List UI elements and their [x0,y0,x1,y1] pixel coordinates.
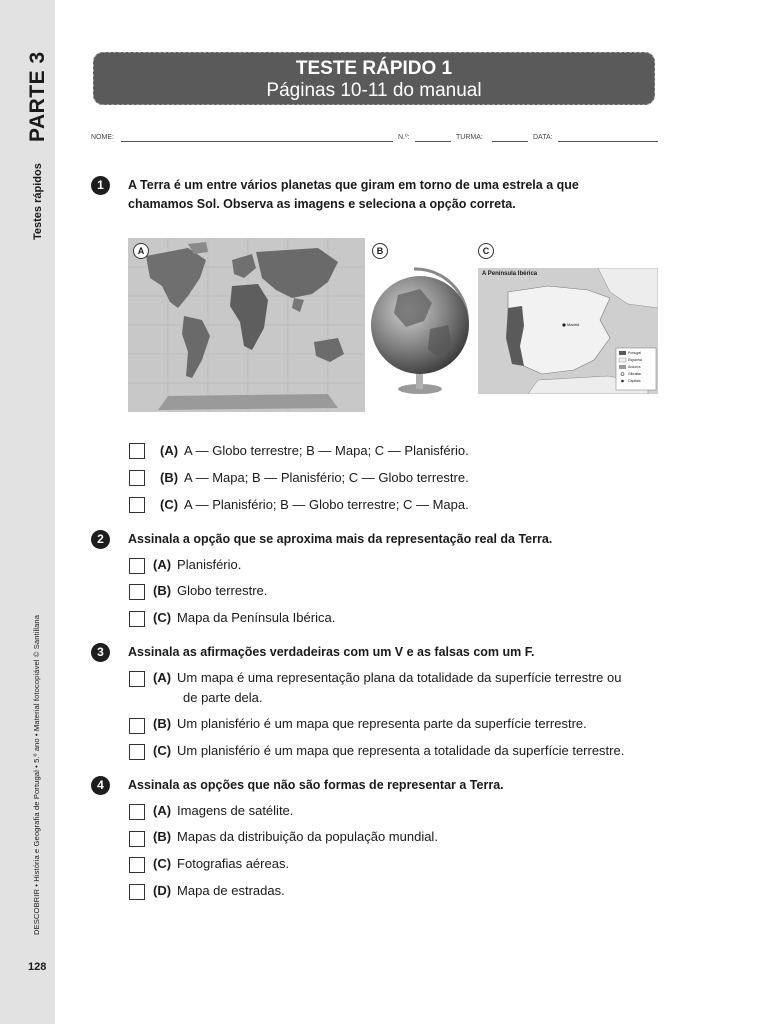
page-title: TESTE RÁPIDO 1 [295,58,453,79]
option-text: Um mapa é uma representação plana da totalidade da superfície terrestre ou [177,670,622,685]
option-text: Imagens de satélite. [177,803,294,818]
section-label: Testes rápidos [32,163,44,240]
legend-item: Espanha [628,358,642,362]
q3-option-a-checkbox[interactable] [129,671,145,687]
option-letter: (C) [160,497,179,512]
q1-option-c [160,495,469,515]
q4-option-a [153,801,293,821]
option-letter: (A) [153,670,172,685]
name-label: NOME: [91,134,114,141]
option-text: Fotografias aéreas. [177,856,290,871]
planisphere-image [128,238,365,412]
q2-option-c-checkbox[interactable] [129,611,145,627]
option-letter: (B) [153,716,172,731]
legend-item: Capitais [628,379,641,383]
q4-option-c-checkbox[interactable] [129,857,145,873]
image-b-label: B [372,243,388,259]
q1-option-b-checkbox[interactable] [129,470,145,486]
q3-option-a [153,668,621,688]
date-label: DATA: [533,134,553,141]
q4-option-a-checkbox[interactable] [129,804,145,820]
question-2-text: Assinala a opção que se aproxima mais da representação real da Terra. [128,532,553,546]
sidebar [0,0,55,1024]
option-text: A — Globo terrestre; B — Mapa; C — Planisfério. [184,443,469,458]
q4-option-b-checkbox[interactable] [129,831,145,847]
q1-option-c-checkbox[interactable] [129,497,145,513]
legend-item: Portugal [628,351,642,355]
q2-option-a-checkbox[interactable] [129,558,145,574]
student-fields [91,131,658,145]
q2-option-c [153,608,335,628]
part-label: PARTE 3 [26,51,49,142]
q1-option-b [160,468,469,488]
question-3-text: Assinala as afirmações verdadeiras com um V e as falsas com um F. [128,645,535,659]
class-field[interactable] [492,141,528,142]
option-text: A — Mapa; B — Planisfério; C — Globo terrestre. [184,470,469,485]
credit-text: DESCOBRIR • História e Geografia de Portugal • 5.º ano • Material fotocopiável © Santillana [32,614,41,935]
number-field[interactable] [415,141,451,142]
question-1-number: 1 [91,176,110,195]
q3-option-b-checkbox[interactable] [129,718,145,734]
q1-option-a [160,441,469,461]
legend-item: Andorra [628,365,641,369]
name-field[interactable] [121,141,393,142]
option-text: Mapa de estradas. [177,883,285,898]
map-c-title: A Península Ibérica [482,271,538,277]
option-text: Globo terrestre. [177,583,268,598]
q3-option-b [153,714,587,734]
q2-option-b-checkbox[interactable] [129,584,145,600]
option-text: Um planisfério é um mapa que representa parte da superfície terrestre. [177,716,587,731]
option-letter: (D) [153,883,172,898]
option-text: Mapa da Península Ibérica. [177,610,336,625]
option-letter: (A) [153,803,172,818]
date-field[interactable] [558,141,658,142]
question-1-line-2: chamamos Sol. Observa as imagens e seleciona a opção correta. [128,197,516,211]
q4-option-d-checkbox[interactable] [129,884,145,900]
image-a-label: A [133,243,149,259]
option-text: Planisfério. [177,557,242,572]
question-1-line-1: A Terra é um entre vários planetas que giram em torno de uma estrela a que [128,178,579,192]
option-letter: (B) [153,829,172,844]
q2-option-b [153,581,267,601]
q4-option-c [153,854,289,874]
question-3-number: 3 [91,643,110,662]
question-1-text [128,176,628,214]
page-subtitle: Páginas 10-11 do manual [266,80,482,101]
q4-option-b [153,827,438,847]
option-letter: (B) [153,583,172,598]
number-label: N.º: [398,134,410,141]
option-letter: (B) [160,470,179,485]
option-letter: (C) [153,743,172,758]
option-text: A — Planisfério; B — Globo terrestre; C — Mapa. [184,497,469,512]
option-letter: (A) [160,443,179,458]
question-4-text: Assinala as opções que não são formas de representar a Terra. [128,778,504,792]
q3-option-c [153,741,624,761]
image-c-label: C [478,243,494,259]
q4-option-d [153,881,285,901]
q3-option-a-continued: de parte dela. [183,690,263,705]
map-c-city: Madrid [567,322,580,327]
map-c-legend [628,350,642,385]
globe-image [370,265,472,395]
option-letter: (C) [153,856,172,871]
iberia-map-image [478,268,658,394]
question-4-number: 4 [91,776,110,795]
option-text: Um planisfério é um mapa que representa a totalidade da superfície terrestre. [177,743,625,758]
q2-option-a [153,555,241,575]
page-number: 128 [28,961,47,973]
option-text: Mapas da distribuição da população mundial. [177,829,438,844]
legend-item: Gibraltar [628,372,642,376]
class-label: TURMA: [456,134,483,141]
option-letter: (A) [153,557,172,572]
option-letter: (C) [153,610,172,625]
title-banner [93,52,655,105]
q1-option-a-checkbox[interactable] [129,443,145,459]
question-2-number: 2 [91,530,110,549]
q3-option-c-checkbox[interactable] [129,744,145,760]
